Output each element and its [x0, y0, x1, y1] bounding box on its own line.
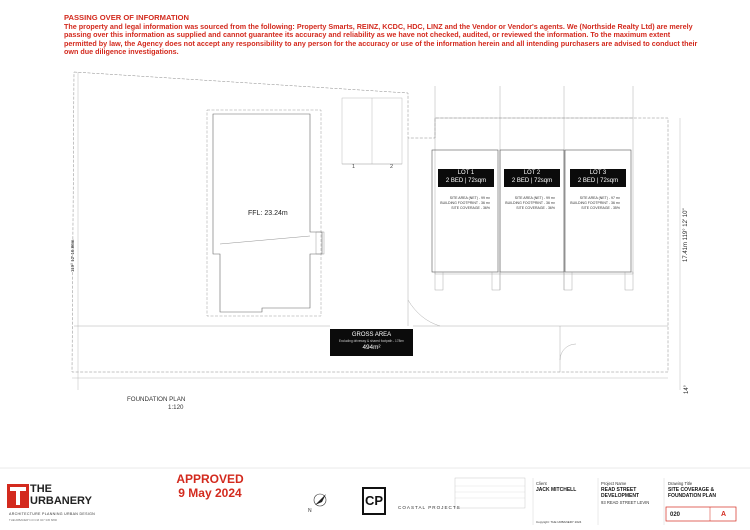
project-name: READ STREET DEVELOPMENT — [601, 487, 640, 499]
disclaimer-title: PASSING OVER OF INFORMATION — [64, 13, 190, 22]
project-label: Project Name — [601, 481, 627, 486]
drawing-label: Drawing Title — [668, 481, 693, 486]
brand-contact: THEURBANERY.CO.NZ 027 345 6890 — [9, 518, 58, 522]
north-arrow-icon — [308, 494, 326, 514]
copyright: Copyright: THE URBANERY 2024 — [536, 520, 582, 524]
dimension-bottom-right: 14° — [684, 384, 690, 394]
urbanery-logo-icon — [7, 484, 29, 508]
gross-area-sub: Excluding driveway & shared footpath - 178m² — [338, 339, 405, 343]
gross-area-box — [330, 329, 413, 356]
revision-letter: A — [721, 511, 727, 518]
lot-2-label: LOT 2 2 BED | 72sqm — [504, 169, 560, 187]
dimension-right: 17.41m 119° 12' 10" — [683, 208, 689, 262]
foundation-plan-scale: 1:120 — [168, 404, 184, 411]
sheet-number: 020 — [670, 512, 681, 518]
gross-area-value: 494m² — [362, 344, 381, 351]
lot-3-label: LOT 3 2 BED | 72sqm — [570, 169, 626, 187]
coastal-projects-logo-icon: CP — [362, 487, 386, 515]
coastal-projects-name: COASTAL PROJECTS — [398, 505, 461, 510]
brand-tagline: ARCHITECTURE PLANNING URBAN DESIGN — [9, 512, 96, 516]
project-address: 93 READ STREET LEVIN — [601, 500, 650, 505]
client-label: Client — [536, 481, 547, 486]
brand-line-2: URBANERY — [30, 495, 92, 507]
foundation-plan-title: FOUNDATION PLAN — [127, 396, 186, 403]
drawing-register — [455, 478, 525, 508]
parking-bay-2: 2 — [390, 164, 394, 170]
site-boundary — [72, 72, 668, 372]
drawing-title: SITE COVERAGE & FOUNDATION PLAN — [668, 487, 716, 499]
lot-3-info: SITE AREA (NET) - 97 m² BUILDING FOOTPRINT - 36 m² SITE COVERAGE - 35% — [570, 196, 620, 210]
gross-area-title: GROSS AREA — [351, 332, 392, 338]
client-name: JACK MITCHELL — [536, 487, 577, 493]
approved-stamp: APPROVED 9 May 2024 — [176, 472, 244, 500]
lot-2-info: SITE AREA (NET) - 99 m² BUILDING FOOTPRINT - 36 m² SITE COVERAGE - 36% — [505, 196, 555, 210]
brand-line-1: THE — [30, 483, 52, 495]
ffl-label: FFL: 23.24m — [248, 210, 288, 217]
disclaimer-body: The property and legal information was sourced from the following: Property Smarts, REINZ, KCDC, HDC, LINZ and the Vendor or Vendor's agents. We (Northside Realty Ltd) are merely passing over this information as supplied and cannot guarantee its accuracy and reliability as we have not checked, audited, or reviewed the information. To the maximum extent permitted by law, the Agency does not accept any responsibility to any person for the accuracy or use of the information herein and all intending purchasers are advised to conduct their own due diligence investigations. — [64, 21, 698, 57]
svg-text:N: N — [308, 508, 312, 514]
parking-bay-1: 1 — [352, 164, 356, 170]
lot-1-label: LOT 1 2 BED | 72sqm — [438, 169, 494, 187]
lot-1-info: SITE AREA (NET) - 99 m² BUILDING FOOTPRINT - 36 m² SITE COVERAGE - 36% — [440, 196, 490, 210]
dimension-left: 119° 12' 10.86m — [70, 239, 75, 272]
